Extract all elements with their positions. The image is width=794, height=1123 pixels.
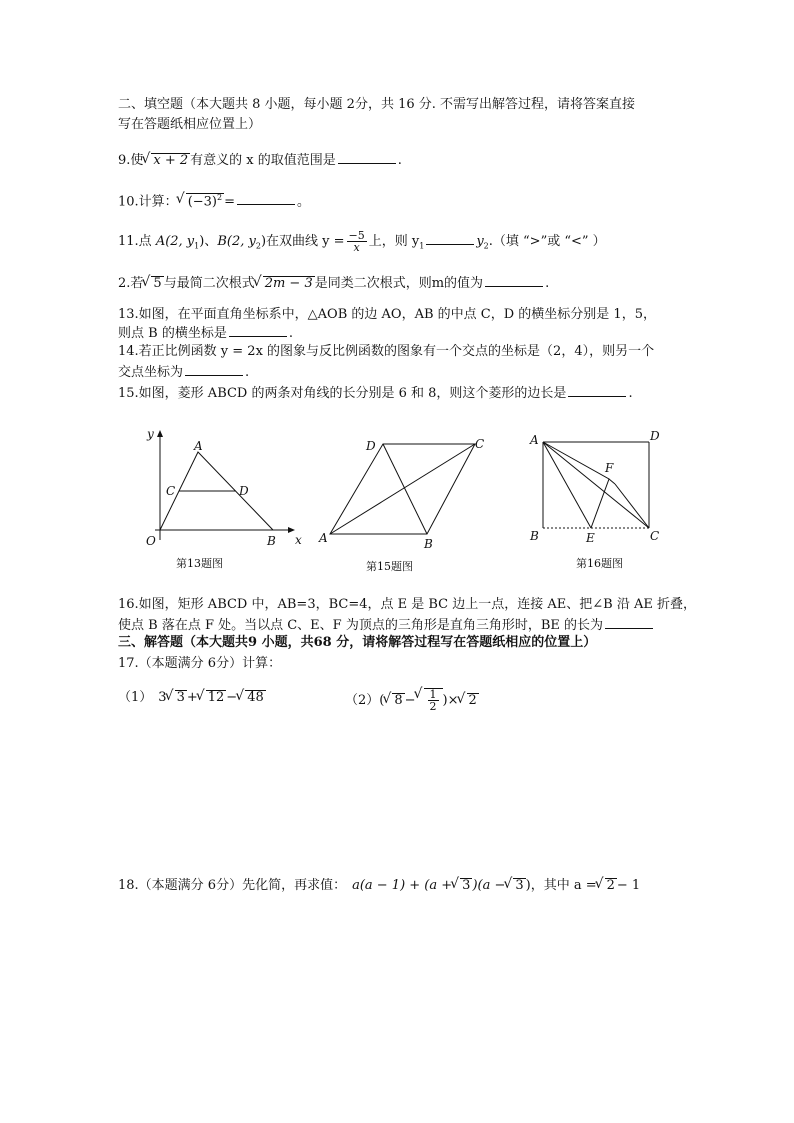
fig15-label-d: D xyxy=(366,439,376,453)
figure-13-svg xyxy=(140,425,310,575)
q12-suffix: 是同类二次根式，则m的值为 xyxy=(314,276,484,291)
q17-p2-minus: − xyxy=(404,693,416,708)
q18-radical-3: √ 2 xyxy=(605,878,617,892)
question-12 xyxy=(118,276,549,290)
q11-prefix: 11.点 xyxy=(118,234,156,249)
q9-prefix: 9.使 xyxy=(118,153,144,168)
q14-line2 xyxy=(118,365,249,379)
q17-p2-close: ) xyxy=(442,693,448,708)
figure-13 xyxy=(140,425,310,575)
q16-line2 xyxy=(118,618,655,632)
section2-heading-line2: 写在答题纸相应位置上） xyxy=(118,117,262,132)
fig15-diagonal-bd xyxy=(383,444,427,534)
fig15-caption: 第15题图 xyxy=(366,560,413,573)
q18-expr2: )(a − xyxy=(472,878,506,893)
q17-p1-radical-2: √ 12 xyxy=(206,690,227,704)
fig13-label-b: B xyxy=(267,534,276,548)
fig16-segment-fc2 xyxy=(615,484,649,528)
fig13-label-c: C xyxy=(166,484,176,498)
question-11 xyxy=(118,230,606,253)
q18-expr4: − 1 xyxy=(616,878,641,893)
q17-p2-radical-2 xyxy=(424,688,443,712)
q11-sub2: 2 xyxy=(255,241,261,251)
q16-line1: 16.如图，矩形 ABCD 中，AB=3，BC=4，点 E 是 BC 边上一点，连接 AE、把∠B 沿 AE 折叠， xyxy=(118,597,696,612)
fig16-label-a: A xyxy=(530,433,539,447)
q14-end: . xyxy=(245,365,250,380)
q18-expr1: a(a − 1) + (a + xyxy=(352,878,453,893)
q10-equals: = xyxy=(224,194,235,210)
q13-line2-text: 则点 B 的横坐标是 xyxy=(118,326,227,341)
fig16-label-d: D xyxy=(650,429,660,443)
q12-end: . xyxy=(545,276,550,291)
fig16-label-b: B xyxy=(530,529,539,543)
q17-title: 17.（本题满分 6分）计算： xyxy=(118,656,282,671)
q11-y-sub1: 1 xyxy=(419,241,425,251)
q11-mid2: )在双曲线 y = xyxy=(260,234,345,249)
q11-fraction xyxy=(347,230,367,253)
q16-line2-text: 使点 B 落在点 F 处。当以点 C、E、F 为顶点的三角形是直角三角形时，BE 的长为 xyxy=(118,618,603,633)
q11-point-a: A(2, y xyxy=(155,234,195,249)
fig13-label-a: A xyxy=(194,439,203,453)
fig13-label-x: x xyxy=(295,533,302,547)
q11-sub1: 1 xyxy=(194,241,200,251)
q9-end: . xyxy=(397,153,402,168)
q18-radical-2: √ 3 xyxy=(513,878,525,892)
q10-end: 。 xyxy=(297,194,311,210)
q17-p1-radical-1: √ 3 xyxy=(175,690,187,704)
q17-p2-label: （2） xyxy=(345,693,380,708)
q15-line1 xyxy=(118,386,633,400)
q11-answer-blank[interactable] xyxy=(426,234,474,245)
q18-radical-1: √ 3 xyxy=(460,878,472,892)
fig16-label-c: C xyxy=(650,529,660,543)
section3-heading: 三、解答题（本大题共9 小题，共68 分，请将解答过程写在答题纸相应的位置上） xyxy=(118,635,597,650)
q17-p1-coef: 3 xyxy=(158,690,167,705)
q18-prefix: 18.（本题满分 6分）先化简，再求值： xyxy=(118,878,347,893)
fig13-label-y: y xyxy=(147,427,154,441)
q17-p2-radical-3: √ 2 xyxy=(467,693,479,707)
q15-answer-blank[interactable] xyxy=(568,386,626,397)
q17-p2-times: × xyxy=(447,693,459,708)
q13-line2 xyxy=(118,326,293,340)
fig13-y-arrow xyxy=(157,430,163,437)
q14-line1: 14.若正比例函数 y = 2x 的图象与反比例函数的图象有一个交点的坐标是（2，4），则另一个 xyxy=(118,344,655,359)
q12-radical-1: √ 5 xyxy=(151,276,163,290)
question-10 xyxy=(118,193,310,208)
q17-p1-minus: − xyxy=(226,690,238,705)
fig16-fold-afe xyxy=(543,442,609,528)
q17-part2 xyxy=(345,688,479,712)
fig15-label-a: A xyxy=(319,531,328,545)
fig16-label-f: F xyxy=(605,461,614,475)
q12-mid: 与最简二次根式 xyxy=(163,276,255,291)
figure-15-svg xyxy=(315,432,490,572)
q10-prefix: 10.计算： xyxy=(118,194,178,210)
q17-p1-plus: + xyxy=(186,690,198,705)
q17-part1 xyxy=(118,690,266,704)
q10-radicand: (−3) xyxy=(187,194,217,210)
question-9 xyxy=(118,153,402,167)
q12-answer-blank[interactable] xyxy=(485,276,543,287)
q9-radical: √ x + 2 xyxy=(151,153,190,167)
q14-answer-blank[interactable] xyxy=(185,365,243,376)
q13-answer-blank[interactable] xyxy=(229,326,287,337)
q13-line1: 13.如图，在平面直角坐标系中，△AOB 的边 AO，AB 的中点 C，D 的横坐标分别是 1，5， xyxy=(118,307,656,322)
q10-exponent: 2 xyxy=(217,193,223,202)
fig13-label-d: D xyxy=(239,484,249,498)
fig15-label-b: B xyxy=(424,537,433,551)
fig16-label-e: E xyxy=(586,531,595,545)
q12-prefix: 2.若 xyxy=(118,276,144,291)
q14-line2-text: 交点坐标为 xyxy=(118,365,184,380)
q15-text: 15.如图，菱形 ABCD 的两条对角线的长分别是 6 和 8，则这个菱形的边长是 xyxy=(118,386,567,401)
q11-y-sub2: 2 xyxy=(483,241,489,251)
q17-p2-numerator: √ 1 xyxy=(429,688,437,701)
q16-answer-blank[interactable] xyxy=(605,618,653,629)
q11-numerator: −5 xyxy=(348,229,365,242)
q11-point-b: B(2, y xyxy=(217,234,256,249)
q17-p2-denominator: 2 xyxy=(429,700,437,713)
q17-p2-fraction xyxy=(428,689,439,712)
q17-p2-radical-1: √ 8 xyxy=(392,693,404,707)
figure-16-svg xyxy=(525,428,675,573)
fig13-x-arrow xyxy=(288,527,295,533)
q15-end: . xyxy=(628,386,633,401)
figure-16 xyxy=(525,428,675,573)
fig16-caption: 第16题图 xyxy=(576,557,623,570)
q11-mid4: y xyxy=(476,234,484,249)
fig15-label-c: C xyxy=(475,437,485,451)
q10-radical xyxy=(186,193,224,208)
section2-heading-line1: 二、填空题（本大题共 8 小题，每小题 2分，共 16 分. 不需写出解答过程，请将答案直接 xyxy=(118,97,636,112)
q9-answer-blank[interactable] xyxy=(338,153,396,164)
question-18 xyxy=(118,878,640,892)
q17-p1-label: （1） xyxy=(118,690,153,705)
q11-mid1: )、 xyxy=(199,234,218,249)
fig15-diagonal-ac xyxy=(330,444,475,534)
q17-p1-radical-3: √ 48 xyxy=(245,690,266,704)
q12-radical-2: √ 2m − 3 xyxy=(263,276,315,290)
fig16-segment-fc xyxy=(609,479,615,484)
q13-end: . xyxy=(288,326,293,341)
q11-mid3: 上，则 y xyxy=(368,234,420,249)
q17-p2-open: ( xyxy=(379,693,385,708)
q11-denominator: x xyxy=(353,241,360,254)
figure-15 xyxy=(315,432,490,572)
q18-expr3: )，其中 a = xyxy=(525,878,597,893)
q10-answer-blank[interactable] xyxy=(237,194,295,205)
fig13-caption: 第13题图 xyxy=(176,557,223,570)
q9-suffix: 有意义的 x 的取值范围是 xyxy=(190,153,336,168)
fig13-label-o: O xyxy=(146,534,156,548)
q11-end: .（填 “>”或 “<” ） xyxy=(488,234,606,249)
